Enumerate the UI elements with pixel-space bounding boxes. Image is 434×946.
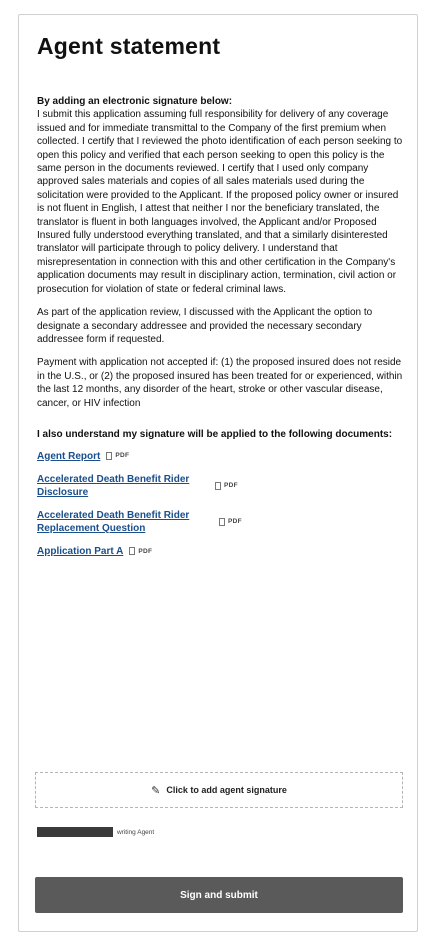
document-item: [37, 473, 405, 499]
document-item: [37, 449, 405, 462]
pdf-badge: PDF: [215, 479, 238, 492]
pen-icon: ✎: [151, 784, 161, 797]
document-item: [37, 545, 405, 558]
signer-caption: writing Agent: [117, 828, 155, 836]
signature-prompt: Click to add agent signature: [166, 785, 287, 795]
agent-statement-card: [18, 14, 418, 932]
document-icon: [215, 482, 221, 490]
signer-row: [37, 827, 154, 837]
statement-lead: By adding an electronic signature below:: [37, 96, 233, 107]
redacted-agent-name: [37, 827, 113, 837]
statement-paragraph-3: Payment with application not accepted if: (1) the proposed insured does not reside in the U.S., or (2) the proposed insured has been treated for or experienced, within the last 12 months, any disorder of the heart, stroke or other vascular disease, cancer, or HIV infection: [37, 357, 403, 409]
sign-and-submit-button[interactable]: Sign and submit: [35, 877, 403, 913]
pdf-badge: PDF: [106, 449, 129, 462]
pdf-badge: PDF: [129, 545, 152, 558]
document-item: [37, 509, 405, 535]
document-link-application-part-a[interactable]: Application Part A: [37, 545, 124, 557]
page-title: Agent statement: [37, 33, 221, 59]
statement-paragraph-1: I submit this application assuming full responsibility for delivery of any coverage issued and for immediate transmittal to the Company of the first premium when collected. I certify that I reviewed the photo identification of each person seeking to open this policy and verified that each person seeking to open this policy is the same person in the documents reviewed. I certify that I used only company approved sales materials and copies of all sales materials used during the solicitation were provided to the Applicant. If the proposed policy owner or insured is not fluent in English, I attest that neither I nor the beneficiary translated, the translator is fluent in both languages involved, the Applicant and/or Proposed Insured fully understood everything translated, and that a similarly disinterested translator will participate through to policy delivery. I understand that misrepresentation in connection with this and other certification in the Company's application documents may result in disciplinary action, termination, civil action or prosecution for violation of state or federal criminal laws.: [37, 109, 403, 295]
document-icon: [106, 452, 112, 460]
statement-paragraph-2: As part of the application review, I discussed with the Applicant the option to designate a secondary addressee and provided the necessary secondary addressee form if requested.: [37, 307, 373, 345]
document-link-agent-report[interactable]: Agent Report: [37, 450, 101, 462]
document-link-adbr-replacement[interactable]: Accelerated Death Benefit Rider Replacement Question: [37, 509, 190, 534]
add-signature-button[interactable]: [35, 772, 403, 808]
document-link-adbr-disclosure[interactable]: Accelerated Death Benefit Rider Disclosure: [37, 473, 190, 498]
documents-heading: I also understand my signature will be applied to the following documents:: [37, 428, 393, 440]
pdf-badge: PDF: [219, 515, 242, 528]
document-icon: [219, 518, 225, 526]
document-icon: [129, 547, 135, 555]
statement-body: [37, 95, 405, 568]
